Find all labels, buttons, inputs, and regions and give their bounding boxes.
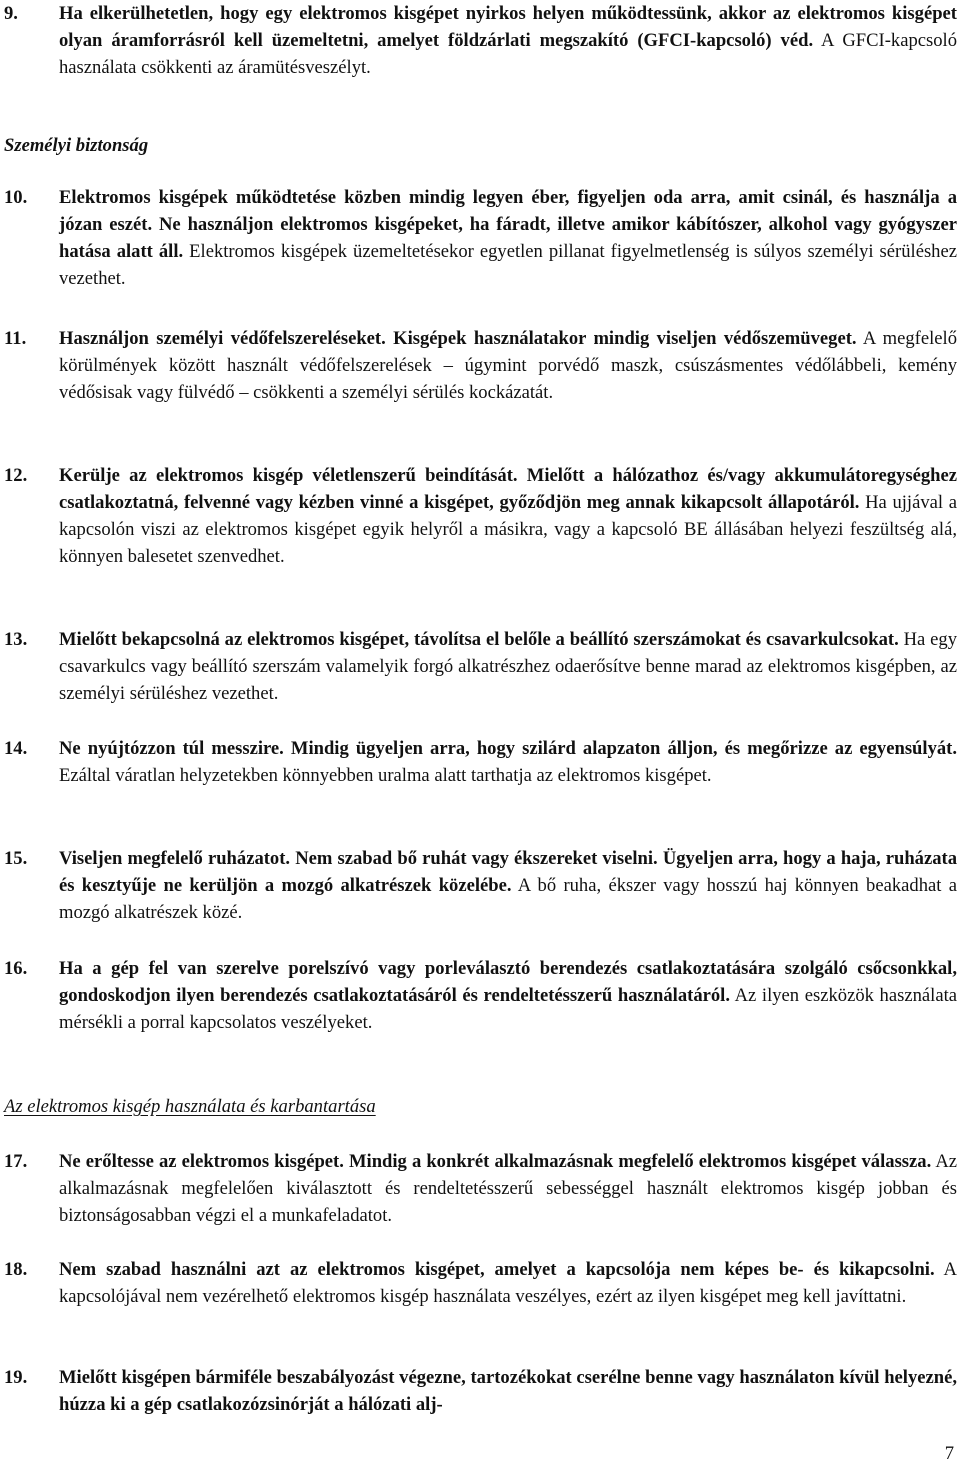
section-heading-personal-safety: Személyi biztonság <box>4 135 149 156</box>
list-item-19 <box>0 1364 957 1418</box>
list-item-9 <box>0 0 957 81</box>
item-number: 19. <box>4 1367 28 1388</box>
item-number: 14. <box>4 738 28 759</box>
item-bold-text: Mielőtt kisgépen bármiféle beszabályozást végezne, tartozékokat cserélne benne vagy használaton kívül helyezné, húzza ki a gép csatlakozózsinórját a hálózati alj- <box>59 1367 957 1415</box>
item-text: Elektromos kisgépek üzemeltetésekor egyetlen pillanat figyelmetlenség is súlyos személyi sérüléshez vezethet. <box>59 241 957 289</box>
item-text: A megfelelő körülmények között használt védőfelszerelések – úgymint porvédő maszk, csúszásmentes védőlábbeli, kemény védősisak vagy fülvédő – csökkenti a személyi sérülés kockázatát. <box>59 328 957 403</box>
list-item-10 <box>0 184 957 292</box>
section-heading-use-and-care: Az elektromos kisgép használata és karbantartása <box>4 1096 376 1117</box>
item-text: Az alkalmazásnak megfelelően kiválasztott és rendeltetésszerű sebességgel használt elektromos kisgép jobban és biztonságosabban végzi el a munkafeladatot. <box>59 1151 957 1226</box>
item-number: 15. <box>4 848 28 869</box>
list-item-15 <box>0 845 957 926</box>
item-text: Ha ujjával a kapcsolón viszi az elektromos kisgépet egyik helyről a másikra, vagy a kapcsoló BE állásában helyezi feszültség alá, könnyen balesetet szenvedhet. <box>59 492 957 567</box>
item-text: Az ilyen eszközök használata mérsékli a porral kapcsolatos veszélyeket. <box>59 985 957 1033</box>
list-item-18 <box>0 1256 957 1310</box>
item-text: A bő ruha, ékszer vagy hosszú haj könnyen beakadhat a mozgó alkatrészek közé. <box>59 875 957 923</box>
item-text: A kapcsolójával nem vezérelhető elektromos kisgép használata veszélyes, ezért az ilyen kisgépet meg kell javíttatni. <box>59 1259 957 1307</box>
item-bold-text: Kerülje az elektromos kisgép véletlenszerű beindítását. Mielőtt a hálózathoz és/vagy akkumulátoregységhez csatlakoztatná, felvenné vagy kézben vinné a kisgépet, győződjön meg annak kikapcsolt állapotáról. <box>59 465 957 513</box>
item-number: 13. <box>4 629 28 650</box>
page-number: 7 <box>944 1443 954 1464</box>
item-bold-text: Ha elkerülhetetlen, hogy egy elektromos kisgépet nyirkos helyen működtessünk, akkor az elektromos kisgépet olyan áramforrásról kell üzemeltetni, amelyet földzárlati megszakító (GFCI-kapcsoló) véd. <box>59 3 957 51</box>
list-item-14 <box>0 735 957 789</box>
item-bold-text: Használjon személyi védőfelszereléseket. Kisgépek használatakor mindig viseljen védőszemüveget. <box>59 328 857 349</box>
item-text: Ha egy csavarkulcs vagy beállító szerszám valamelyik forgó alkatrészhez odaerősítve benne marad az elektromos kisgépben, az személyi sérüléshez vezethet. <box>59 629 957 704</box>
list-item-17 <box>0 1148 957 1229</box>
item-text: Ezáltal váratlan helyzetekben könnyebben uralma alatt tarthatja az elektromos kisgépet. <box>59 765 712 786</box>
list-item-16 <box>0 955 957 1036</box>
item-number: 16. <box>4 958 28 979</box>
list-item-11 <box>0 325 957 406</box>
item-bold-text: Ne erőltesse az elektromos kisgépet. Mindig a konkrét alkalmazásnak megfelelő elektromos kisgépet válassza. <box>59 1151 932 1172</box>
item-number: 9. <box>4 3 18 24</box>
item-bold-text: Nem szabad használni azt az elektromos kisgépet, amelyet a kapcsolója nem képes be- és kikapcsolni. <box>59 1259 935 1280</box>
item-bold-text: Viseljen megfelelő ruházatot. Nem szabad bő ruhát vagy ékszereket viselni. Ügyeljen arra, hogy a haja, ruházata és kesztyűje ne kerüljön a mozgó alkatrészek közelébe. <box>59 848 957 896</box>
item-number: 18. <box>4 1259 28 1280</box>
item-number: 17. <box>4 1151 28 1172</box>
list-item-12 <box>0 462 957 570</box>
item-number: 10. <box>4 187 28 208</box>
item-bold-text: Mielőtt bekapcsolná az elektromos kisgépet, távolítsa el belőle a beállító szerszámokat és csavarkulcsokat. <box>59 629 899 650</box>
item-bold-text: Ha a gép fel van szerelve porelszívó vagy porleválasztó berendezés csatlakoztatására szolgáló csőcsonkkal, gondoskodjon ilyen berendezés csatlakoztatásáról és rendeltetésszerű használatáról. <box>59 958 957 1006</box>
item-number: 11. <box>4 328 27 349</box>
item-bold-text: Elektromos kisgépek működtetése közben mindig legyen éber, figyeljen oda arra, amit csinál, és használja a józan eszét. Ne használjon elektromos kisgépeket, ha fáradt, illetve amikor kábítószer, alkohol vagy gyógyszer hatása alatt áll. <box>59 187 957 262</box>
item-text: A GFCI-kapcsoló használata csökkenti az áramütésveszélyt. <box>59 30 957 78</box>
item-number: 12. <box>4 465 28 486</box>
list-item-13 <box>0 626 957 707</box>
item-bold-text: Ne nyújtózzon túl messzire. Mindig ügyeljen arra, hogy szilárd alapzaton álljon, és megőrizze az egyensúlyát. <box>59 738 957 759</box>
